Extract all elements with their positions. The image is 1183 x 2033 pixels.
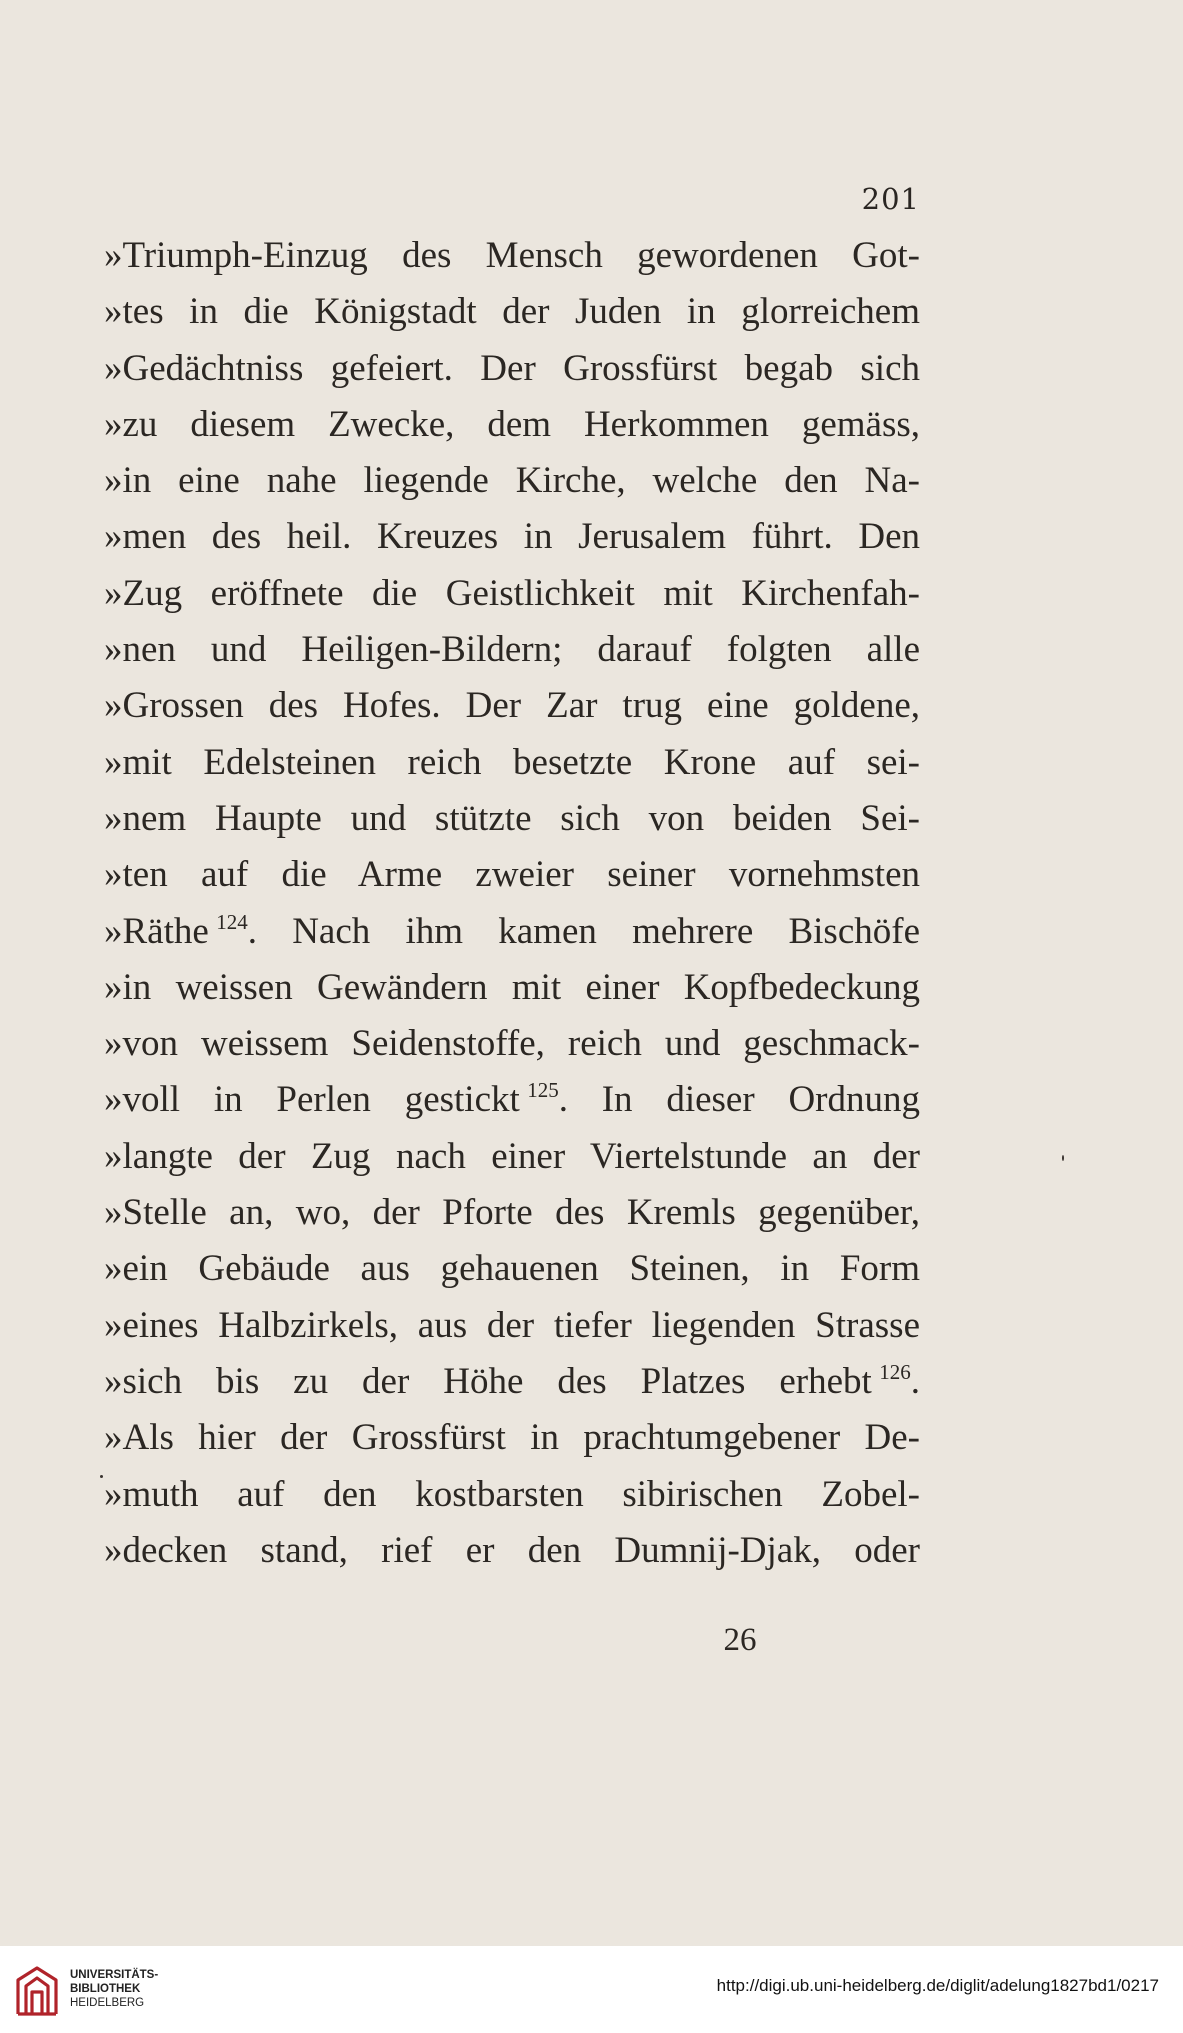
text-line: »Gedächtniss gefeiert. Der Grossfürst begab sich: [104, 347, 920, 389]
text-line: »eines Halbzirkels, aus der tiefer liegenden Strasse: [104, 1304, 920, 1346]
library-name: [70, 1968, 158, 2010]
library-name-line: BIBLIOTHEK: [70, 1983, 141, 1995]
text-line: »Triumph-Einzug des Mensch gewordenen Got-: [104, 235, 920, 276]
text-line: »decken stand, rief er den Dumnij-Djak, oder: [104, 1529, 920, 1571]
paper-speck: [1062, 1155, 1064, 1161]
text-line: »in weissen Gewändern mit einer Kopfbedeckung: [104, 966, 920, 1008]
permalink-url[interactable]: http://digi.ub.uni-heidelberg.de/diglit/adelung1827bd1/0217: [716, 1976, 1159, 1995]
text-line: »Zug eröffnete die Geistlichkeit mit Kirchenfah-: [104, 572, 920, 614]
text-line: »men des heil. Kreuzes in Jerusalem führt. Den: [104, 516, 920, 558]
library-name-line: HEIDELBERG: [70, 1997, 145, 2009]
body-text: [104, 228, 920, 1579]
text-line: »Als hier der Grossfürst in prachtumgebener De-: [104, 1417, 920, 1459]
viewer-footer: [0, 1946, 1183, 2033]
text-line: »voll in Perlen gestickt $^{125}$. In dieser Ordnung: [104, 1078, 920, 1121]
text-line: »sich bis zu der Höhe des Platzes erhebt $^{126}$.: [104, 1359, 920, 1402]
library-name-line: UNIVERSITÄTS-: [70, 1969, 159, 1981]
text-line: »nen und Heiligen-Bildern; darauf folgten alle: [104, 629, 920, 671]
heidelberg-library-logo-icon: [12, 1962, 62, 2020]
text-line: »in eine nahe liegende Kirche, welche den Na-: [104, 460, 920, 502]
text-line: »Grossen des Hofes. Der Zar trug eine goldene,: [104, 685, 920, 727]
text-line: »ein Gebäude aus gehauenen Steinen, in Form: [104, 1248, 920, 1290]
text-line: »Räthe $^{124}$. Nach ihm kamen mehrere Bischöfe: [104, 909, 920, 952]
paper-speck: [100, 1475, 103, 1478]
footnote-marker: 126: [879, 1359, 911, 1384]
text-line: »langte der Zug nach einer Viertelstunde an der: [104, 1135, 920, 1177]
text-line: »muth auf den kostbarsten sibirischen Zobel-: [104, 1473, 920, 1515]
text-line: »mit Edelsteinen reich besetzte Krone auf sei-: [104, 741, 920, 783]
text-line: »nem Haupte und stützte sich von beiden Sei-: [104, 797, 920, 839]
text-line: »ten auf die Arme zweier seiner vornehmsten: [104, 854, 920, 896]
page-number: 201: [861, 182, 920, 216]
footnote-marker: 124: [216, 909, 248, 934]
text-line: »zu diesem Zwecke, dem Herkommen gemäss,: [104, 403, 920, 445]
text-line: »von weissem Seidenstoffe, reich und geschmack-: [104, 1023, 920, 1065]
signature-mark: 26: [723, 1622, 757, 1658]
text-line: »tes in die Königstadt der Juden in glorreichem: [104, 291, 920, 333]
text-line: »Stelle an, wo, der Pforte des Kremls gegenüber,: [104, 1192, 920, 1234]
footnote-marker: 125: [527, 1078, 559, 1103]
